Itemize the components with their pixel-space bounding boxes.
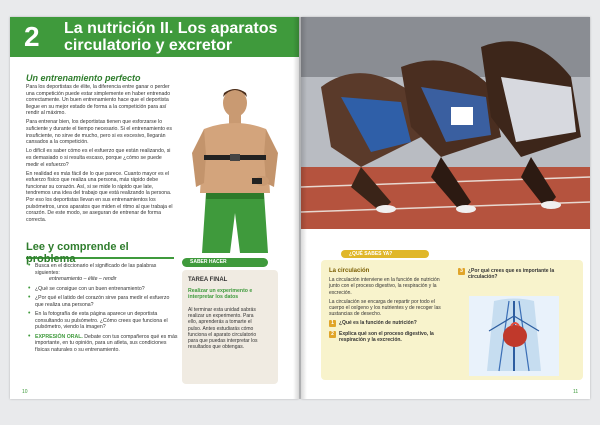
page-number-right: 11 [573,389,579,395]
saber-hacer-tag: SABER HACER [182,258,268,267]
left-page [10,17,299,399]
paragraph: La circulación interviene en la función de nutrición junto con el proceso digestivo, la respiración y la excreción. [329,277,440,296]
expresion-oral-label: EXPRESIÓN ORAL. [35,333,83,340]
lee-question-list [28,263,178,356]
circulacion-column [329,268,449,347]
right-page [301,17,590,399]
paragraph: En realidad es más fácil de lo que parece. Cuanto mayor es el esfuerzo físico que realiza una persona, más rápido debe funcionar su corazón. Así, si se mide lo rápido que late, tendremos una idea del trabajo que está realizando la persona. Por eso los deportistas llevan en sus entrenamientos los pulsómetros, unos aparatos que miden el ritmo al que trabaja el corazón. De este modo, se aseguran de entrenar de forma correcta. [26,170,173,223]
circulacion-title: La circulación [329,268,370,274]
tarea-text: Al terminar esta unidad sabrás realizar un experimento. Para ello, aprenderás a tomarte el pulso. Antes estudiarás cómo funciona el aparato circulatorio para que puedas interpretar los resultados que obtengas. [188,307,258,351]
vocabulary-words: entrenamiento – élite – rendir [49,276,117,282]
athlete-heart-monitor-photo [182,83,288,255]
list-item: • ¿Qué se consigue con un buen entrenamiento? [28,286,178,293]
paragraph: La circulación se encarga de repartir por todo el cuerpo el oxígeno y los nutrientes y de recoger las sustancias de desecho. [329,298,441,318]
circulatory-system-illustration [469,296,559,376]
list-item: • Busca en el diccionario el significado de las palabras siguientes: entrenamiento – élite – rendir [28,263,178,283]
chapter-title: La nutrición II. Los aparatos circulatorio y excretor [64,20,278,54]
tarea-subheading: Realizar un experimento e interpretar los datos [188,288,253,301]
chapter-header [10,17,299,57]
question-number: 2 [329,331,336,338]
sprinters-start-photo [301,17,590,229]
paragraph: Lo difícil es saber cómo es el esfuerzo que están realizando, si es demasiado o si resulta escaso, porque ¿cómo se puede medir el esfuerzo? [26,148,171,168]
paragraph: Para los deportistas de élite, la diferencia entre ganar o perder una competición puede estar simplemente en haber entrenado correctamente. Un buen entrenamiento hace que el deportista llegue en su mejor estado de forma a la competición para así rendir al máximo. [26,84,171,117]
question-item: 1 ¿Qué es la función de nutrición? [329,320,449,326]
list-item: • ¿Por qué el latido del corazón sirve para medir el esfuerzo que realiza una persona? [28,295,178,308]
question-item: 2 Explica qué son el proceso digestivo, la respiración y la excreción. [329,331,449,343]
page-number-left: 10 [22,389,28,395]
que-sabes-ya-tag: ¿QUÉ SABES YA? [341,250,429,258]
question-item: 3 ¿Por qué crees que es importante la circulación? [458,268,578,284]
unit-number: 2 [24,21,40,52]
question-number: 3 [458,268,465,275]
que-sabes-ya-box [321,260,583,380]
lee-comprende-title: Lee y comprende el problema [26,241,174,259]
list-item: • EXPRESIÓN ORAL. Debate con tus compañeros qué es más importante, en tu opinión, para un atleta, sus condiciones físicas naturales o su entrenamiento. [28,334,178,354]
question-number: 1 [329,320,336,327]
book-spine-shadow [293,17,307,399]
paragraph: Para entrenar bien, los deportistas tienen que esforzarse lo suficiente y durante el tiempo necesario. Si el entrenamiento es insuficiente, no sirve de mucho, pero si es excesivo, llegarán cansados a la competición. [26,119,172,146]
tarea-final-box [182,270,278,384]
section-title: Un entrenamiento perfecto [26,73,141,83]
intro-text [26,84,176,226]
list-item: • En la fotografía de esta página aparece un deportista consultando su pulsómetro. ¿Cómo crees que funciona el pulsómetro, viendo la imagen? [28,311,178,331]
tarea-final-title: TAREA FINAL [188,277,228,283]
